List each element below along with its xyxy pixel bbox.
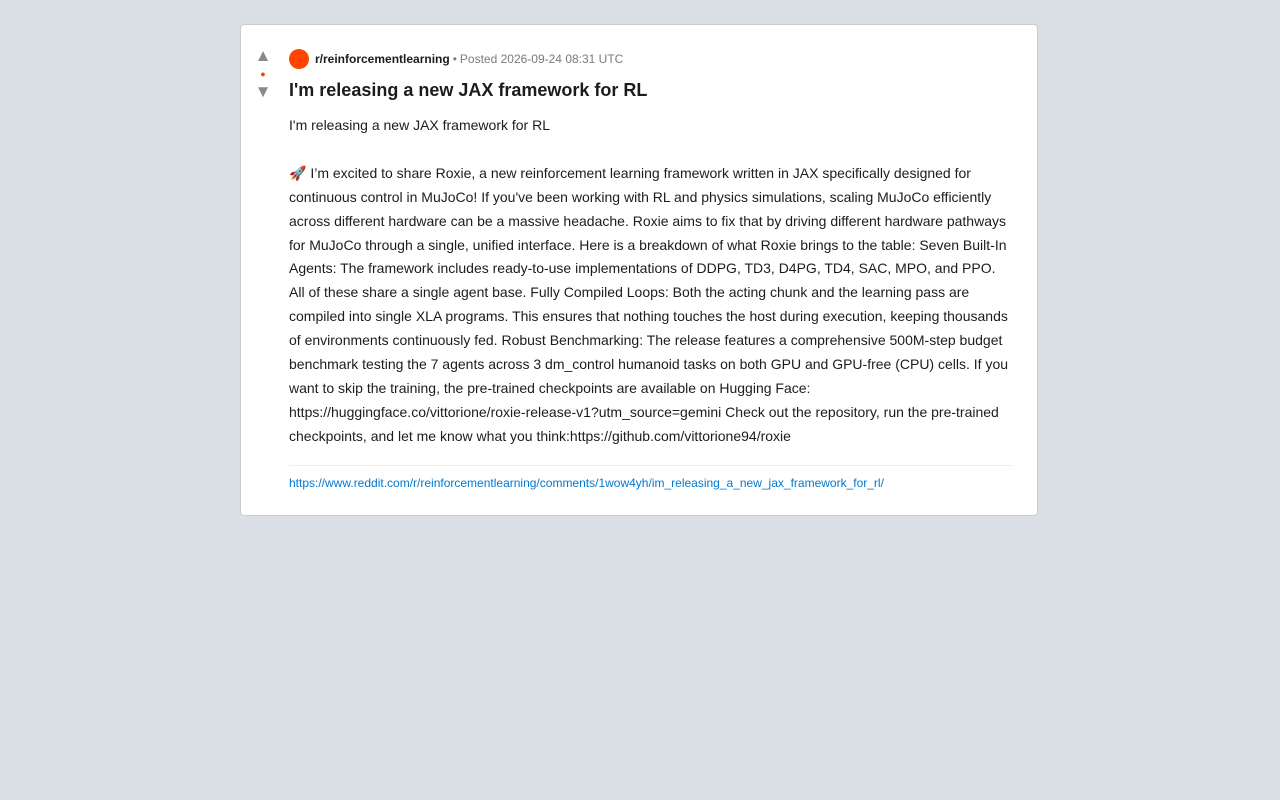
permalink-link[interactable]: https://www.reddit.com/r/reinforcementlearning/comments/1wow4yh/im_releasing_a_new_jax_framework_for_rl/ [289, 475, 884, 490]
post-title[interactable]: I'm releasing a new JAX framework for RL [289, 80, 648, 100]
divider [289, 465, 1013, 466]
vote-column [241, 47, 285, 101]
downvote-icon[interactable]: ▼ [254, 82, 272, 101]
post-card [240, 24, 1038, 516]
post-body: I'm releasing a new JAX framework for RL 🚀 I’m excited to share Roxie, a new reinforcement learning framework written in JAX specifically designed for continuous control in MuJoCo! If you've been working with RL and physics simulations, scaling MuJoCo efficiently across different hardware can be a massive headache. Roxie aims to fix that by driving different hardware pathways for MuJoCo through a single, unified interface. Here is a breakdown of what Roxie brings to the table: Seven Built-In Agents: The framework includes ready-to-use implementations of DDPG, TD3, D4PG, TD4, SAC, MPO, and PPO. All of these share a single agent base. Fully Compiled Loops: Both the acting chunk and the learning pass are compiled into single XLA programs. This ensures that nothing touches the host during execution, keeping thousands of environments continuously fed. Robust Benchmarking: The release features a comprehensive 500M-step budget benchmark testing the 7 agents across 3 dm_control humanoid tasks on both GPU and GPU-free (CPU) cells. If you want to skip the training, the pre-trained checkpoints are available on Hugging Face: https://huggingface.co/vittorione/roxie-release-v1?utm_source=gemini Check out the repository, run the pre-trained checkpoints, and let me know what you think:https://github.com/vittorione94/roxie [289, 117, 1009, 444]
post-timestamp: Posted 2026-09-24 08:31 UTC [459, 52, 624, 66]
upvote-icon[interactable]: ▲ [254, 46, 272, 65]
subreddit-link[interactable]: r/reinforcementlearning [315, 52, 450, 66]
post-content [289, 25, 1037, 515]
meta-separator: • [452, 52, 457, 66]
subreddit-avatar-icon[interactable] [289, 49, 309, 69]
vote-score: ● [260, 69, 266, 79]
post-meta [289, 49, 1013, 69]
